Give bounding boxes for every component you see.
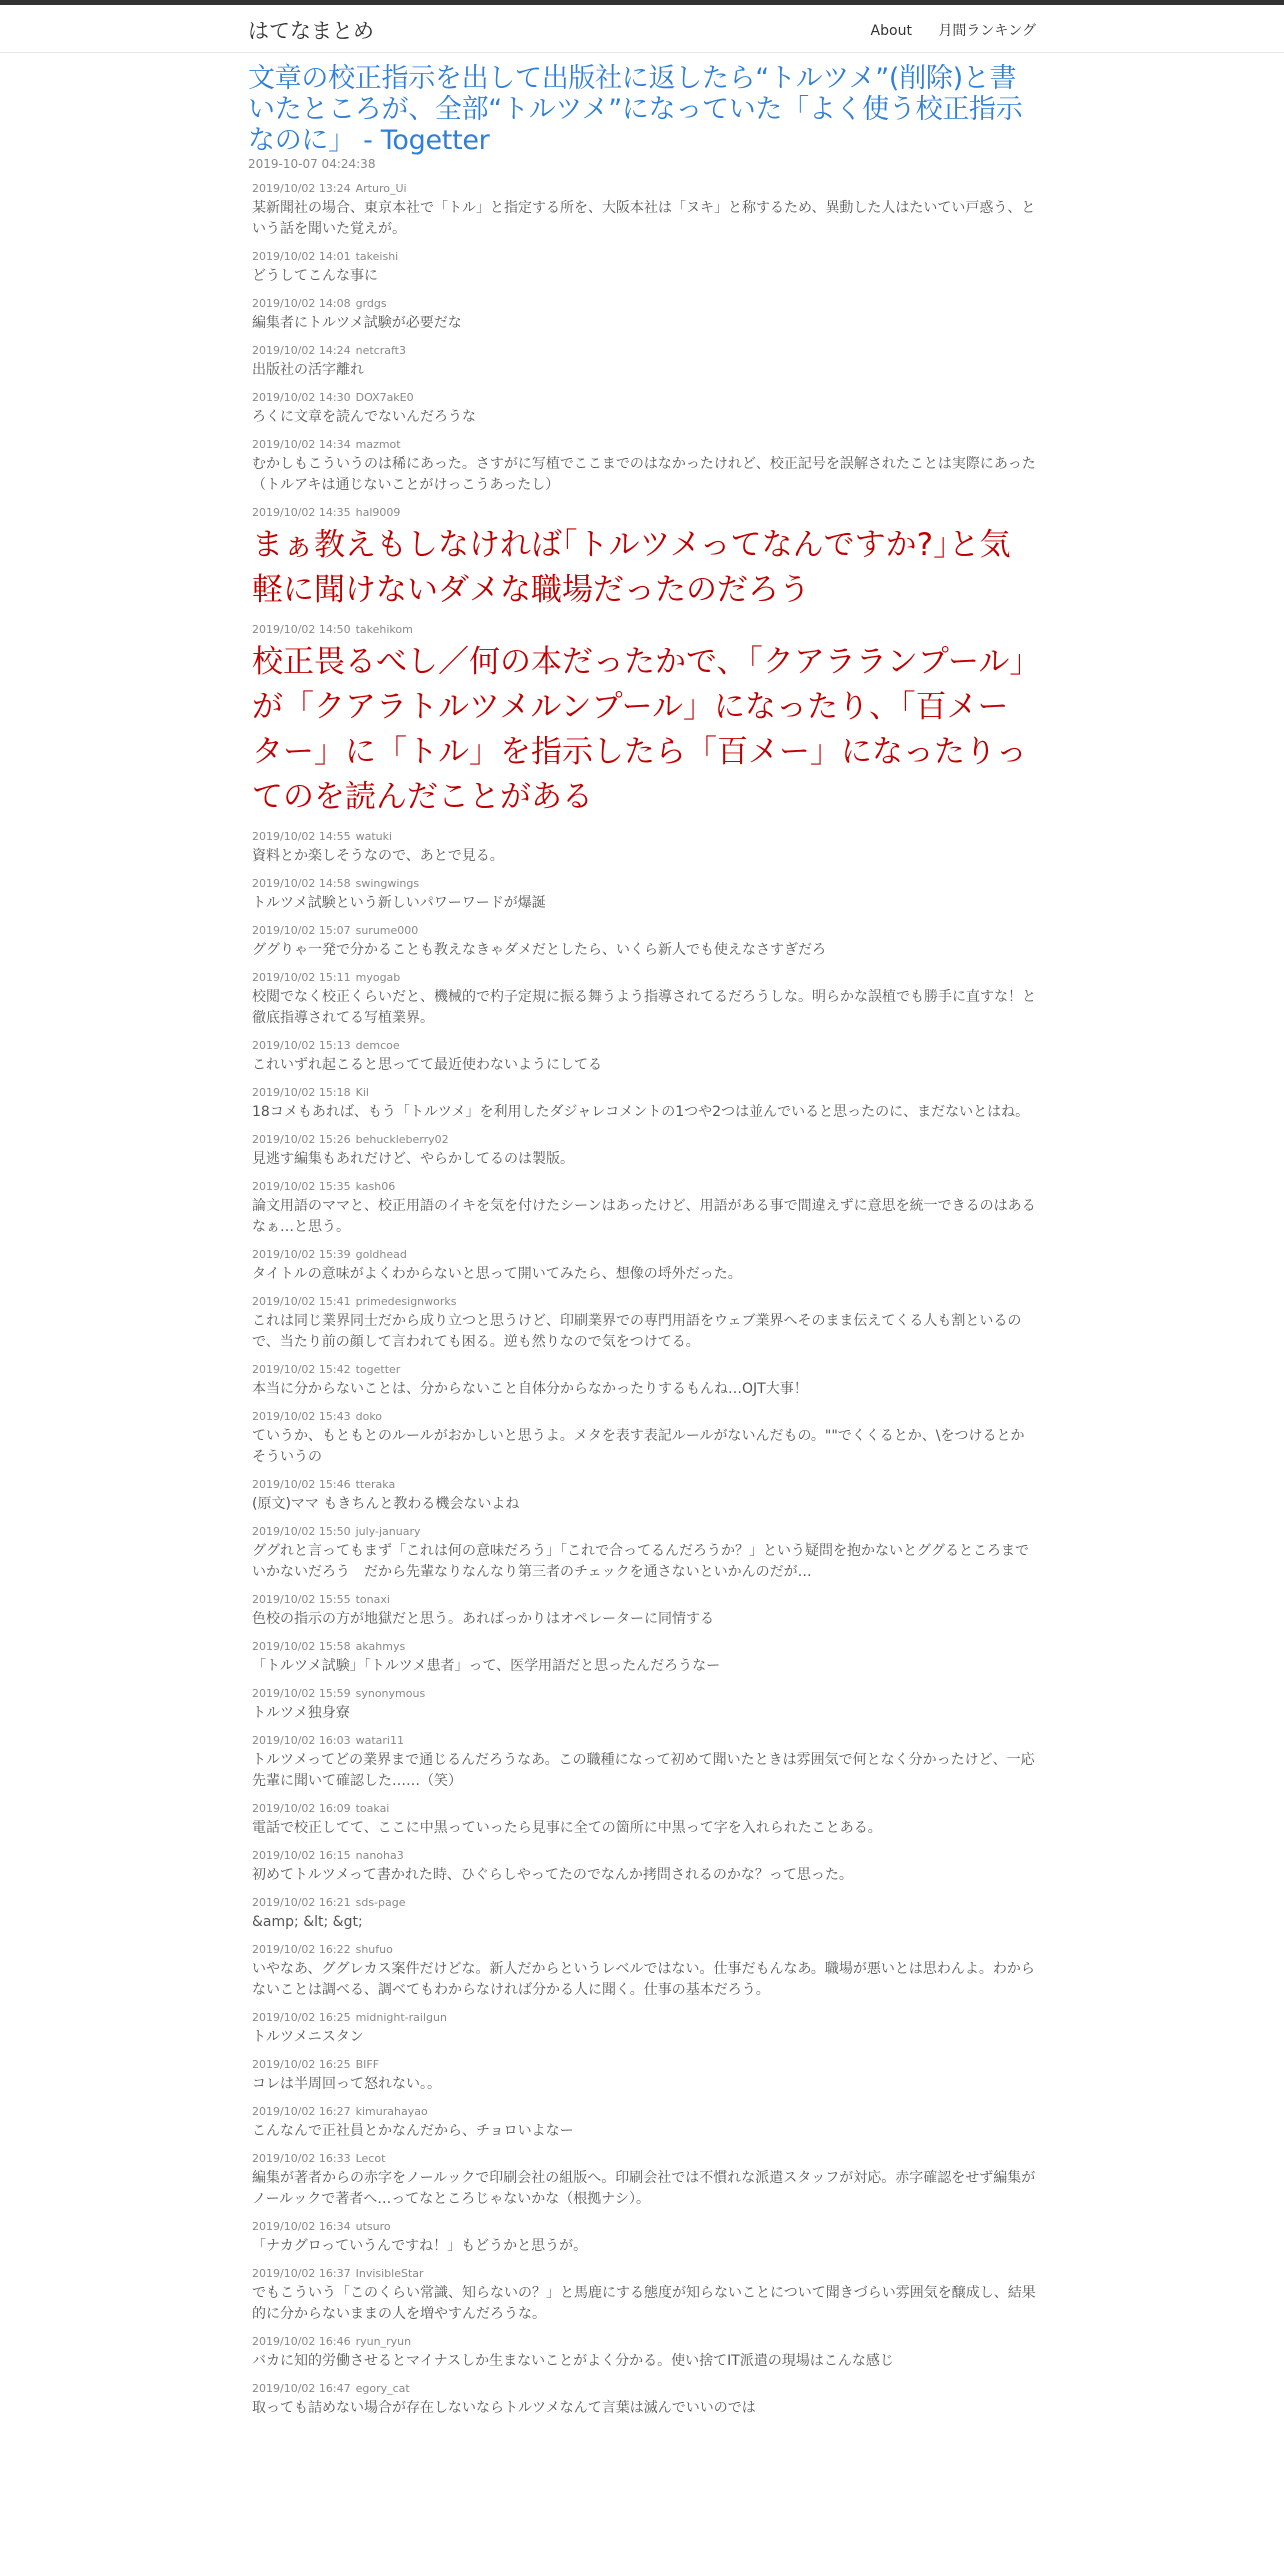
comment-username: netcraft3 <box>355 344 406 357</box>
comment-username: kimurahayao <box>355 2105 428 2118</box>
comment-meta <box>252 2335 1036 2349</box>
navbar <box>0 5 1284 53</box>
comment-meta <box>252 1363 1036 1377</box>
comment-item <box>252 1525 1036 1583</box>
comment-meta <box>252 1039 1036 1053</box>
comment-timestamp: 2019/10/02 15:46 <box>252 1478 351 1491</box>
comment-meta <box>252 391 1036 405</box>
main-container <box>248 63 1036 2419</box>
comment-username: kash06 <box>355 1180 396 1193</box>
comment-timestamp: 2019/10/02 15:42 <box>252 1363 351 1376</box>
comment-text: タイトルの意味がよくわからないと思って開いてみたら、想像の埒外だった。 <box>252 1266 742 1282</box>
comment-item <box>252 1640 1036 1677</box>
comment-timestamp: 2019/10/02 16:15 <box>252 1849 351 1862</box>
comment-text: どうしてこんな事に <box>252 268 378 284</box>
comment-meta <box>252 971 1036 985</box>
article-title-link[interactable]: 文章の校正指示を出して出版社に返したら“トルツメ”(削除)と書いたところが、全部“トルツメ”になっていた「よく使う校正指示なのに」 - Togetter <box>248 63 1023 156</box>
comment-text: 18コメもあれば、もう「トルツメ」を利用したダジャレコメントの1つや2つは並んでいると思ったのに、まだないとはね。 <box>252 1104 1030 1120</box>
comment-meta <box>252 1640 1036 1654</box>
comment-username: watuki <box>355 830 393 843</box>
comment-text: 「ナカグロっていうんですね！」もどうかと思うが。 <box>252 2238 588 2254</box>
comment-meta <box>252 344 1036 358</box>
comment-timestamp: 2019/10/02 16:27 <box>252 2105 351 2118</box>
comment-timestamp: 2019/10/02 15:43 <box>252 1410 351 1423</box>
comment-username: surume000 <box>355 924 419 937</box>
comment-text: 見逃す編集もあれだけど、やらかしてるのは製版。 <box>252 1151 574 1167</box>
comment-username: DOX7akE0 <box>355 391 414 404</box>
comment-username: tonaxi <box>355 1593 390 1606</box>
comment-text: ていうか、もともとのルールがおかしいと思うよ。メタを表す表記ルールがないんだもの。""でくくるとか、\をつけるとかそういうの <box>252 1428 1025 1465</box>
comment-timestamp: 2019/10/02 15:07 <box>252 924 351 937</box>
comment-meta <box>252 1180 1036 1194</box>
comment-meta <box>252 1802 1036 1816</box>
comment-timestamp: 2019/10/02 15:11 <box>252 971 351 984</box>
comment-meta <box>252 2152 1036 2166</box>
comment-meta <box>252 1593 1036 1607</box>
comment-username: toakai <box>355 1802 390 1815</box>
comment-timestamp: 2019/10/02 16:34 <box>252 2220 351 2233</box>
comment-item <box>252 1687 1036 1724</box>
comment-text: 編集者にトルツメ試験が必要だな <box>252 315 462 331</box>
comment-timestamp: 2019/10/02 15:26 <box>252 1133 351 1146</box>
comment-text: 「トルツメ試験」「トルツメ患者」って、医学用語だと思ったんだろうなー <box>252 1658 721 1674</box>
comment-item <box>252 2152 1036 2210</box>
comment-timestamp: 2019/10/02 15:18 <box>252 1086 351 1099</box>
comment-meta <box>252 623 1036 637</box>
comment-timestamp: 2019/10/02 16:03 <box>252 1734 351 1747</box>
comment-username: Arturo_Ui <box>355 182 407 195</box>
comment-username: InvisibleStar <box>355 2267 424 2280</box>
comment-username: behuckleberry02 <box>355 1133 449 1146</box>
comment-timestamp: 2019/10/02 15:50 <box>252 1525 351 1538</box>
comment-text: トルツメってどの業界まで通じるんだろうなあ。この職種になって初めて聞いたときは雰囲気で何となく分かったけど、一応先輩に聞いて確認した……（笑） <box>252 1752 1035 1789</box>
comment-item <box>252 623 1036 820</box>
comment-text: トルツメ独身寮 <box>252 1705 350 1721</box>
comment-timestamp: 2019/10/02 15:13 <box>252 1039 351 1052</box>
comment-username: nanoha3 <box>355 1849 404 1862</box>
comment-username: hal9009 <box>355 506 401 519</box>
comment-item <box>252 1478 1036 1515</box>
comment-item <box>252 1593 1036 1630</box>
nav-monthly-ranking-link[interactable]: 月間ランキング <box>938 23 1036 39</box>
comment-item <box>252 1943 1036 2001</box>
comment-text: 電話で校正してて、ここに中黒っていったら見事に全ての箇所に中黒って字を入れられたことある。 <box>252 1820 882 1836</box>
nav-about-link[interactable]: About <box>870 23 912 39</box>
comment-item <box>252 1802 1036 1839</box>
comment-timestamp: 2019/10/02 16:37 <box>252 2267 351 2280</box>
site-brand-link[interactable]: はてなまとめ <box>248 19 374 43</box>
comment-username: synonymous <box>355 1687 426 1700</box>
comment-text: ググれと言ってもまず「これは何の意味だろう」「これで合ってるんだろうか？」という疑問を抱かないとググるところまでいかないだろう だから先輩なりなんなり第三者のチェックを通さないといかんのだが… <box>252 1543 1029 1580</box>
comment-meta <box>252 1734 1036 1748</box>
comment-username: july-january <box>355 1525 421 1538</box>
comment-meta <box>252 877 1036 891</box>
comment-item <box>252 1180 1036 1238</box>
comment-username: takeishi <box>355 250 399 263</box>
comment-meta <box>252 297 1036 311</box>
comment-username: myogab <box>355 971 401 984</box>
comment-timestamp: 2019/10/02 16:09 <box>252 1802 351 1815</box>
comment-username: Kil <box>355 1086 369 1099</box>
comment-timestamp: 2019/10/02 14:08 <box>252 297 351 310</box>
comment-text: (原文)ママ もきちんと教わる機会ないよね <box>252 1496 520 1512</box>
comment-username: goldhead <box>355 1248 407 1261</box>
comment-username: primedesignworks <box>355 1295 457 1308</box>
comment-text: 編集が著者からの赤字をノールックで印刷会社の組版へ。印刷会社では不慣れな派遣スタッフが対応。赤字確認をせず編集がノールックで著者へ…ってなところじゃないかな（根拠ナシ）。 <box>252 2170 1036 2207</box>
comment-item <box>252 2335 1036 2372</box>
comment-username: ryun_ryun <box>355 2335 412 2348</box>
comment-item <box>252 971 1036 1029</box>
comment-timestamp: 2019/10/02 14:35 <box>252 506 351 519</box>
comment-timestamp: 2019/10/02 15:41 <box>252 1295 351 1308</box>
comment-username: togetter <box>355 1363 401 1376</box>
comment-meta <box>252 2058 1036 2072</box>
comment-text: これは同じ業界同士だから成り立つと思うけど、印刷業界での専門用語をウェブ業界へそのまま伝えてくる人も割といるので、当たり前の顔して言われても困る。逆も然りなので気をつけてる。 <box>252 1313 1022 1350</box>
comment-username: demcoe <box>355 1039 400 1052</box>
comment-text: こんなんで正社員とかなんだから、チョロいよなー <box>252 2123 574 2139</box>
comment-username: tteraka <box>355 1478 396 1491</box>
comment-text: トルツメニスタン <box>252 2029 364 2045</box>
comment-text: 論文用語のママと、校正用語のイキを気を付けたシーンはあったけど、用語がある事で間違えずに意思を統一できるのはあるなぁ…と思う。 <box>252 1198 1036 1235</box>
comment-text: バカに知的労働させるとマイナスしか生まないことがよく分かる。使い捨てIT派遣の現場はこんな感じ <box>252 2353 894 2369</box>
comment-text: 某新聞社の場合、東京本社で「トル」と指定する所を、大阪本社は「ヌキ」と称するため、異動した人はたいてい戸惑う、という話を聞いた覚えが。 <box>252 200 1036 237</box>
comment-timestamp: 2019/10/02 16:33 <box>252 2152 351 2165</box>
comment-username: doko <box>355 1410 383 1423</box>
comment-item <box>252 877 1036 914</box>
comment-meta <box>252 924 1036 938</box>
comment-timestamp: 2019/10/02 14:55 <box>252 830 351 843</box>
comment-meta <box>252 830 1036 844</box>
comment-meta <box>252 1248 1036 1262</box>
comment-item <box>252 2267 1036 2325</box>
nav-links <box>849 20 1036 40</box>
comment-timestamp: 2019/10/02 14:58 <box>252 877 351 890</box>
comment-item <box>252 2011 1036 2048</box>
comment-timestamp: 2019/10/02 14:01 <box>252 250 351 263</box>
comment-username: shufuo <box>355 1943 393 1956</box>
comment-meta <box>252 1410 1036 1424</box>
comment-username: Lecot <box>355 2152 386 2165</box>
comment-text: いやなあ、ググレカス案件だけどな。新人だからというレベルではない。仕事だもんなあ。職場が悪いとは思わんよ。わからないことは調べる、調べてもわからなければ分かる人に聞く。仕事の基本だろう。 <box>252 1961 1035 1998</box>
comment-timestamp: 2019/10/02 14:24 <box>252 344 351 357</box>
comment-meta <box>252 438 1036 452</box>
comment-text: でもこういう「このくらい常識、知らないの？」と馬鹿にする態度が知らないことについて聞きづらい雰囲気を醸成し、結果的に分からないままの人を増やすんだろうな。 <box>252 2285 1036 2322</box>
comment-username: egory_cat <box>355 2382 410 2395</box>
comment-meta <box>252 2105 1036 2119</box>
comment-text: 初めてトルツメって書かれた時、ひぐらしやってたのでなんか拷問されるのかな？って思った。 <box>252 1867 853 1883</box>
comment-username: midnight-railgun <box>355 2011 447 2024</box>
comment-item <box>252 2105 1036 2142</box>
comment-item <box>252 1363 1036 1400</box>
comment-timestamp: 2019/10/02 16:25 <box>252 2058 351 2071</box>
comment-item <box>252 344 1036 381</box>
comment-username: takehikom <box>355 623 413 636</box>
comment-meta <box>252 2267 1036 2281</box>
comment-meta <box>252 182 1036 196</box>
comment-timestamp: 2019/10/02 16:47 <box>252 2382 351 2395</box>
comment-text: ググりゃ一発で分かることも教えなきゃダメだとしたら、いくら新人でも使えなさすぎだろ <box>252 942 826 958</box>
comment-text: トルツメ試験という新しいパワーワードが爆誕 <box>252 895 546 911</box>
comment-username: BIFF <box>355 2058 380 2071</box>
comment-username: grdgs <box>355 297 387 310</box>
comment-item <box>252 250 1036 287</box>
comment-item <box>252 1849 1036 1886</box>
comment-meta <box>252 1478 1036 1492</box>
comment-item <box>252 391 1036 428</box>
comment-timestamp: 2019/10/02 16:25 <box>252 2011 351 2024</box>
comment-text: 取っても詰めない場合が存在しないならトルツメなんて言葉は滅んでいいのでは <box>252 2400 756 2416</box>
comment-timestamp: 2019/10/02 13:24 <box>252 182 351 195</box>
comment-item <box>252 182 1036 240</box>
comment-text: まぁ教えもしなければ｢トルツメってなんですか?｣と気軽に聞けないダメな職場だったのだろう <box>252 527 1011 608</box>
comment-timestamp: 2019/10/02 14:50 <box>252 623 351 636</box>
article-date: 2019-10-07 04:24:38 <box>248 157 376 171</box>
comment-username: mazmot <box>355 438 401 451</box>
comment-timestamp: 2019/10/02 15:39 <box>252 1248 351 1261</box>
comment-meta <box>252 2382 1036 2396</box>
comment-meta <box>252 1525 1036 1539</box>
comment-item <box>252 2220 1036 2257</box>
comment-username: akahmys <box>355 1640 406 1653</box>
comment-item <box>252 506 1036 613</box>
comment-item <box>252 2058 1036 2095</box>
comment-item <box>252 1039 1036 1076</box>
comment-item <box>252 1086 1036 1123</box>
comment-meta <box>252 1295 1036 1309</box>
comment-timestamp: 2019/10/02 14:34 <box>252 438 351 451</box>
comment-item <box>252 438 1036 496</box>
comment-meta <box>252 1943 1036 1957</box>
comment-item <box>252 1295 1036 1353</box>
comment-list <box>248 182 1036 2419</box>
comment-timestamp: 2019/10/02 15:35 <box>252 1180 351 1193</box>
comment-meta <box>252 1687 1036 1701</box>
comment-text: ろくに文章を読んでないんだろうな <box>252 409 476 425</box>
comment-item <box>252 1896 1036 1933</box>
comment-username: swingwings <box>355 877 420 890</box>
comment-meta <box>252 2011 1036 2025</box>
comment-text: 資料とか楽しそうなので、あとで見る。 <box>252 848 504 864</box>
comment-timestamp: 2019/10/02 16:22 <box>252 1943 351 1956</box>
comment-timestamp: 2019/10/02 16:21 <box>252 1896 351 1909</box>
comment-username: watari11 <box>355 1734 404 1747</box>
comment-username: utsuro <box>355 2220 391 2233</box>
comment-username: sds-page <box>355 1896 406 1909</box>
comment-timestamp: 2019/10/02 15:55 <box>252 1593 351 1606</box>
comment-item <box>252 1133 1036 1170</box>
comment-meta <box>252 1086 1036 1100</box>
comment-text: 出版社の活字離れ <box>252 362 364 378</box>
comment-item <box>252 1248 1036 1285</box>
comment-meta <box>252 1849 1036 1863</box>
navbar-inner <box>248 5 1036 52</box>
comment-item <box>252 297 1036 334</box>
comment-timestamp: 2019/10/02 14:30 <box>252 391 351 404</box>
comment-meta <box>252 250 1036 264</box>
comment-item <box>252 1410 1036 1468</box>
comment-text: コレは半周回って怒れない。。 <box>252 2076 441 2092</box>
comment-item <box>252 830 1036 867</box>
comment-meta <box>252 2220 1036 2234</box>
comment-text: 色校の指示の方が地獄だと思う。あればっかりはオペレーターに同情する <box>252 1611 714 1627</box>
comment-text: 校正畏るべし／何の本だったかで、「クアラランプール」が「クアラトルツメルンプール」になったり、「百メーター」に「トル」を指示したら「百メー」になったりってのを読んだことがある <box>252 644 1027 815</box>
comment-meta <box>252 506 1036 520</box>
comment-timestamp: 2019/10/02 16:46 <box>252 2335 351 2348</box>
comment-timestamp: 2019/10/02 15:59 <box>252 1687 351 1700</box>
comment-text: 本当に分からないことは、分からないこと自体分からなかったりするもんね…OJT大事！ <box>252 1381 808 1397</box>
comment-text: &amp; &lt; &gt; <box>252 1914 363 1930</box>
comment-text: これいずれ起こると思ってて最近使わないようにしてる <box>252 1057 602 1073</box>
comment-timestamp: 2019/10/02 15:58 <box>252 1640 351 1653</box>
comment-item <box>252 1734 1036 1792</box>
comment-text: むかしもこういうのは稀にあった。さすがに写植でここまでのはなかったけれど、校正記号を誤解されたことは実際にあった（トルアキは通じないことがけっこうあったし） <box>252 456 1036 493</box>
comment-meta <box>252 1133 1036 1147</box>
comment-item <box>252 924 1036 961</box>
comment-meta <box>252 1896 1036 1910</box>
comment-text: 校閲でなく校正くらいだと、機械的で杓子定規に振る舞うよう指導されてるだろうしな。明らかな誤植でも勝手に直すな！と徹底指導されてる写植業界。 <box>252 989 1036 1026</box>
comment-item <box>252 2382 1036 2419</box>
